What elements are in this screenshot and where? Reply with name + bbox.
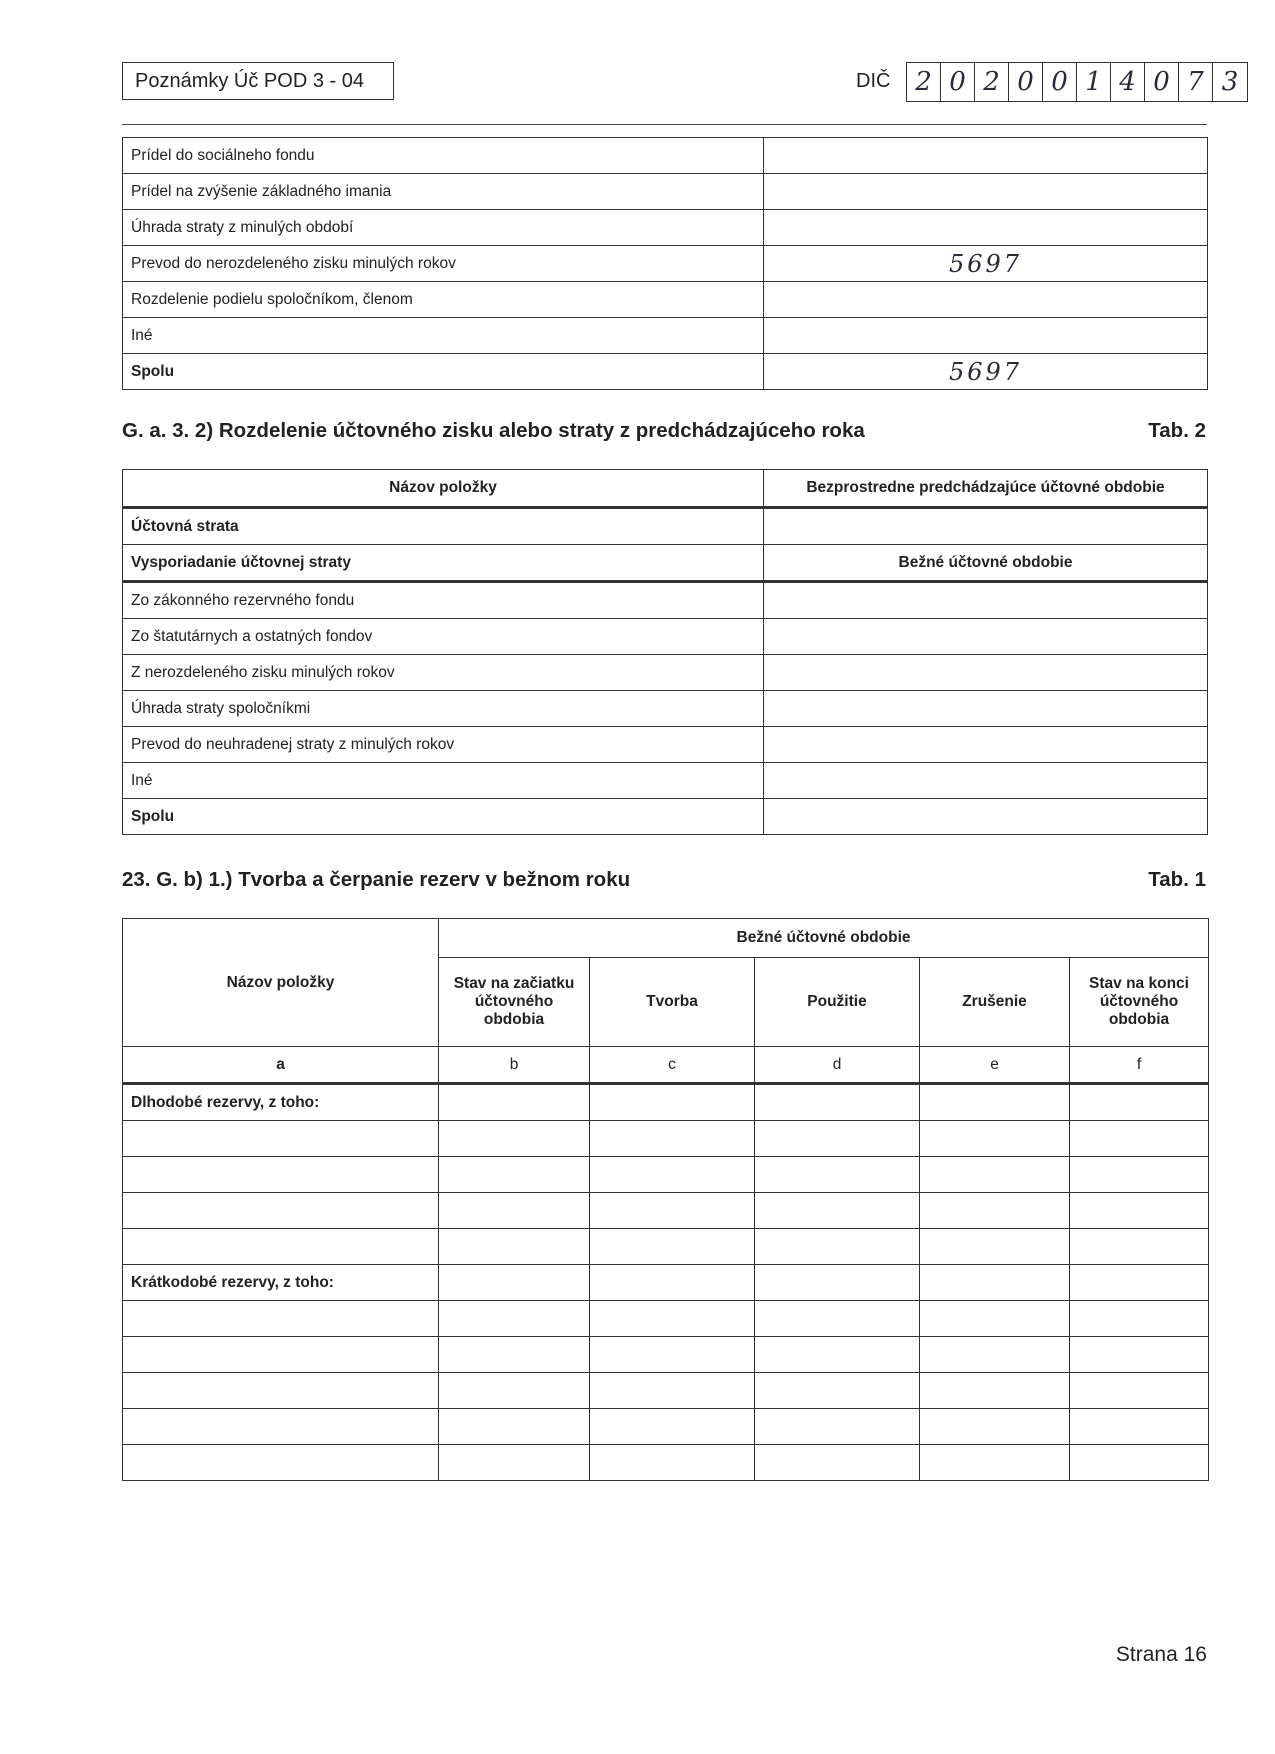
col-header-name: Názov položky xyxy=(123,470,764,508)
table-row xyxy=(123,246,1208,282)
cell[interactable] xyxy=(1070,1445,1209,1481)
cell[interactable] xyxy=(590,1337,755,1373)
total-label: Spolu xyxy=(123,354,764,390)
col-header-creation: Tvorba xyxy=(590,958,755,1047)
total-label: Spolu xyxy=(123,799,764,835)
cell[interactable] xyxy=(590,1193,755,1229)
row-label: Zo zákonného rezervného fondu xyxy=(123,582,764,619)
section-title: 23. G. b) 1.) Tvorba a čerpanie rezerv v bežnom roku xyxy=(122,868,631,891)
cell[interactable] xyxy=(920,1229,1070,1265)
table-row xyxy=(123,619,1208,655)
cell[interactable] xyxy=(755,1409,920,1445)
cell[interactable] xyxy=(590,1301,755,1337)
cell[interactable] xyxy=(1070,1337,1209,1373)
dic-digit: 4 xyxy=(1111,63,1145,101)
col-letter: d xyxy=(755,1047,920,1084)
cell[interactable] xyxy=(1070,1373,1209,1409)
table-row xyxy=(123,174,1208,210)
row-value[interactable] xyxy=(764,138,1208,174)
cell[interactable] xyxy=(123,1337,439,1373)
table-row xyxy=(123,763,1208,799)
dic-digit: 0 xyxy=(1009,63,1043,101)
col-letter: a xyxy=(123,1047,439,1084)
col-header-use: Použitie xyxy=(755,958,920,1047)
cell[interactable] xyxy=(1070,1193,1209,1229)
table-row xyxy=(123,691,1208,727)
cell[interactable] xyxy=(590,1229,755,1265)
table-row xyxy=(123,1157,1209,1193)
header-divider xyxy=(122,124,1207,125)
table-row xyxy=(123,545,1208,582)
loss-settlement-table xyxy=(122,469,1208,835)
cell[interactable] xyxy=(123,1193,439,1229)
table-row xyxy=(123,1301,1209,1337)
cell[interactable] xyxy=(1070,1084,1209,1121)
header-row xyxy=(123,919,1209,958)
row-label: Z nerozdeleného zisku minulých rokov xyxy=(123,655,764,691)
col-header-name: Názov položky xyxy=(123,919,439,1047)
cell[interactable] xyxy=(123,1409,439,1445)
row-value[interactable] xyxy=(764,727,1208,763)
dic-digit: 1 xyxy=(1077,63,1111,101)
header-row xyxy=(123,470,1208,508)
table-row xyxy=(123,1121,1209,1157)
cell[interactable] xyxy=(123,1301,439,1337)
table-row xyxy=(123,1229,1209,1265)
cell[interactable] xyxy=(920,1337,1070,1373)
dic-digit: 0 xyxy=(1145,63,1179,101)
cell[interactable] xyxy=(439,1157,590,1193)
cell[interactable] xyxy=(439,1121,590,1157)
table-row xyxy=(123,1445,1209,1481)
col-letter: b xyxy=(439,1047,590,1084)
row-label: Iné xyxy=(123,763,764,799)
cell[interactable] xyxy=(590,1121,755,1157)
cell[interactable] xyxy=(755,1084,920,1121)
dic-digit: 2 xyxy=(907,63,941,101)
cell[interactable] xyxy=(439,1301,590,1337)
table-row xyxy=(123,1373,1209,1409)
current-period-label: Bežné účtovné obdobie xyxy=(764,545,1208,582)
reserves-table xyxy=(122,918,1209,1481)
total-value[interactable] xyxy=(764,799,1208,835)
dic-digit: 0 xyxy=(1043,63,1077,101)
total-value[interactable]: 5697 xyxy=(764,354,1208,390)
dic-digit: 2 xyxy=(975,63,1009,101)
long-term-label: Dlhodobé rezervy, z toho: xyxy=(123,1084,439,1121)
col-header-period: Bežné účtovné obdobie xyxy=(439,919,1209,958)
cell[interactable] xyxy=(1070,1265,1209,1301)
cell[interactable] xyxy=(590,1409,755,1445)
cell[interactable] xyxy=(439,1084,590,1121)
table-row xyxy=(123,1265,1209,1301)
dic-digit: 3 xyxy=(1221,67,1239,97)
row-label: Úhrada straty spoločníkmi xyxy=(123,691,764,727)
col-letter: f xyxy=(1070,1047,1209,1084)
row-value[interactable]: 5697 xyxy=(764,246,1208,282)
dic-digit: 0 xyxy=(941,63,975,101)
cell[interactable] xyxy=(920,1265,1070,1301)
cell[interactable] xyxy=(123,1121,439,1157)
col-letter: c xyxy=(590,1047,755,1084)
cell[interactable] xyxy=(755,1301,920,1337)
row-label: Prevod do nerozdeleného zisku minulých rokov xyxy=(123,246,764,282)
loss-value[interactable] xyxy=(764,508,1208,545)
cell[interactable] xyxy=(439,1229,590,1265)
table-row xyxy=(123,582,1208,619)
row-label: Prevod do neuhradenej straty z minulých rokov xyxy=(123,727,764,763)
short-term-label: Krátkodobé rezervy, z toho: xyxy=(123,1265,439,1301)
cell[interactable] xyxy=(920,1193,1070,1229)
cell[interactable] xyxy=(439,1265,590,1301)
dic-digit: 7 xyxy=(1179,63,1213,101)
cell[interactable] xyxy=(590,1157,755,1193)
table-row xyxy=(123,282,1208,318)
row-label: Rozdelenie podielu spoločníkom, členom xyxy=(123,282,764,318)
col-letter: e xyxy=(920,1047,1070,1084)
cell[interactable] xyxy=(755,1337,920,1373)
cell[interactable] xyxy=(755,1265,920,1301)
row-label: Zo štatutárnych a ostatných fondov xyxy=(123,619,764,655)
cell[interactable] xyxy=(920,1445,1070,1481)
tab-label: Tab. 1 xyxy=(1148,868,1206,891)
cell[interactable] xyxy=(439,1193,590,1229)
cell[interactable] xyxy=(590,1445,755,1481)
loss-label: Účtovná strata xyxy=(123,508,764,545)
cell[interactable] xyxy=(590,1084,755,1121)
tab-label: Tab. 2 xyxy=(1148,419,1206,442)
table-row xyxy=(123,1409,1209,1445)
cell[interactable] xyxy=(439,1373,590,1409)
cell[interactable] xyxy=(1070,1229,1209,1265)
cell[interactable] xyxy=(590,1373,755,1409)
cell[interactable] xyxy=(755,1229,920,1265)
cell[interactable] xyxy=(1070,1121,1209,1157)
cell[interactable] xyxy=(439,1409,590,1445)
cell[interactable] xyxy=(920,1157,1070,1193)
row-value[interactable] xyxy=(764,174,1208,210)
table-row xyxy=(123,138,1208,174)
cell[interactable] xyxy=(1070,1409,1209,1445)
col-header-end: Stav na konci účtovného obdobia xyxy=(1070,958,1209,1047)
cell[interactable] xyxy=(920,1409,1070,1445)
row-value[interactable] xyxy=(764,763,1208,799)
cell[interactable] xyxy=(755,1157,920,1193)
table-row xyxy=(123,1193,1209,1229)
section-title: G. a. 3. 2) Rozdelenie účtovného zisku alebo straty z predchádzajúceho roka xyxy=(122,419,865,442)
col-header-start: Stav na začiatku účtovného obdobia xyxy=(439,958,590,1047)
row-label: Iné xyxy=(123,318,764,354)
row-value[interactable] xyxy=(764,210,1208,246)
table-row xyxy=(123,1084,1209,1121)
row-value[interactable] xyxy=(764,282,1208,318)
dic-field xyxy=(906,62,1248,102)
row-value[interactable] xyxy=(764,655,1208,691)
cell[interactable] xyxy=(1070,1301,1209,1337)
cell[interactable] xyxy=(123,1229,439,1265)
cell[interactable] xyxy=(920,1373,1070,1409)
profit-distribution-table xyxy=(122,137,1208,390)
table-row xyxy=(123,655,1208,691)
cell[interactable] xyxy=(1070,1157,1209,1193)
cell[interactable] xyxy=(920,1084,1070,1121)
cell[interactable] xyxy=(920,1121,1070,1157)
cell[interactable] xyxy=(755,1445,920,1481)
col-header-cancel: Zrušenie xyxy=(920,958,1070,1047)
row-value[interactable] xyxy=(764,619,1208,655)
col-header-prev-period: Bezprostredne predchádzajúce účtovné obdobie xyxy=(764,470,1208,508)
cell[interactable] xyxy=(439,1445,590,1481)
cell[interactable] xyxy=(755,1121,920,1157)
cell[interactable] xyxy=(123,1445,439,1481)
table-row xyxy=(123,318,1208,354)
dic-label: DIČ xyxy=(856,70,891,92)
total-row xyxy=(123,799,1208,835)
cell[interactable] xyxy=(755,1193,920,1229)
cell[interactable] xyxy=(590,1265,755,1301)
row-label: Prídel na zvýšenie základného imania xyxy=(123,174,764,210)
row-value[interactable] xyxy=(764,691,1208,727)
table-row xyxy=(123,727,1208,763)
row-label: Úhrada straty z minulých období xyxy=(123,210,764,246)
row-value[interactable] xyxy=(764,318,1208,354)
letters-row xyxy=(123,1047,1209,1084)
cell[interactable] xyxy=(920,1301,1070,1337)
cell[interactable] xyxy=(755,1373,920,1409)
table-row xyxy=(123,1337,1209,1373)
settle-label: Vysporiadanie účtovnej straty xyxy=(123,545,764,582)
row-label: Prídel do sociálneho fondu xyxy=(123,138,764,174)
cell[interactable] xyxy=(123,1157,439,1193)
table-row xyxy=(123,508,1208,545)
total-row xyxy=(123,354,1208,390)
row-value[interactable] xyxy=(764,582,1208,619)
table-row xyxy=(123,210,1208,246)
cell[interactable] xyxy=(123,1373,439,1409)
page-number: Strana 16 xyxy=(1115,1643,1207,1666)
cell[interactable] xyxy=(439,1337,590,1373)
form-title: Poznámky Úč POD 3 - 04 xyxy=(122,62,394,100)
